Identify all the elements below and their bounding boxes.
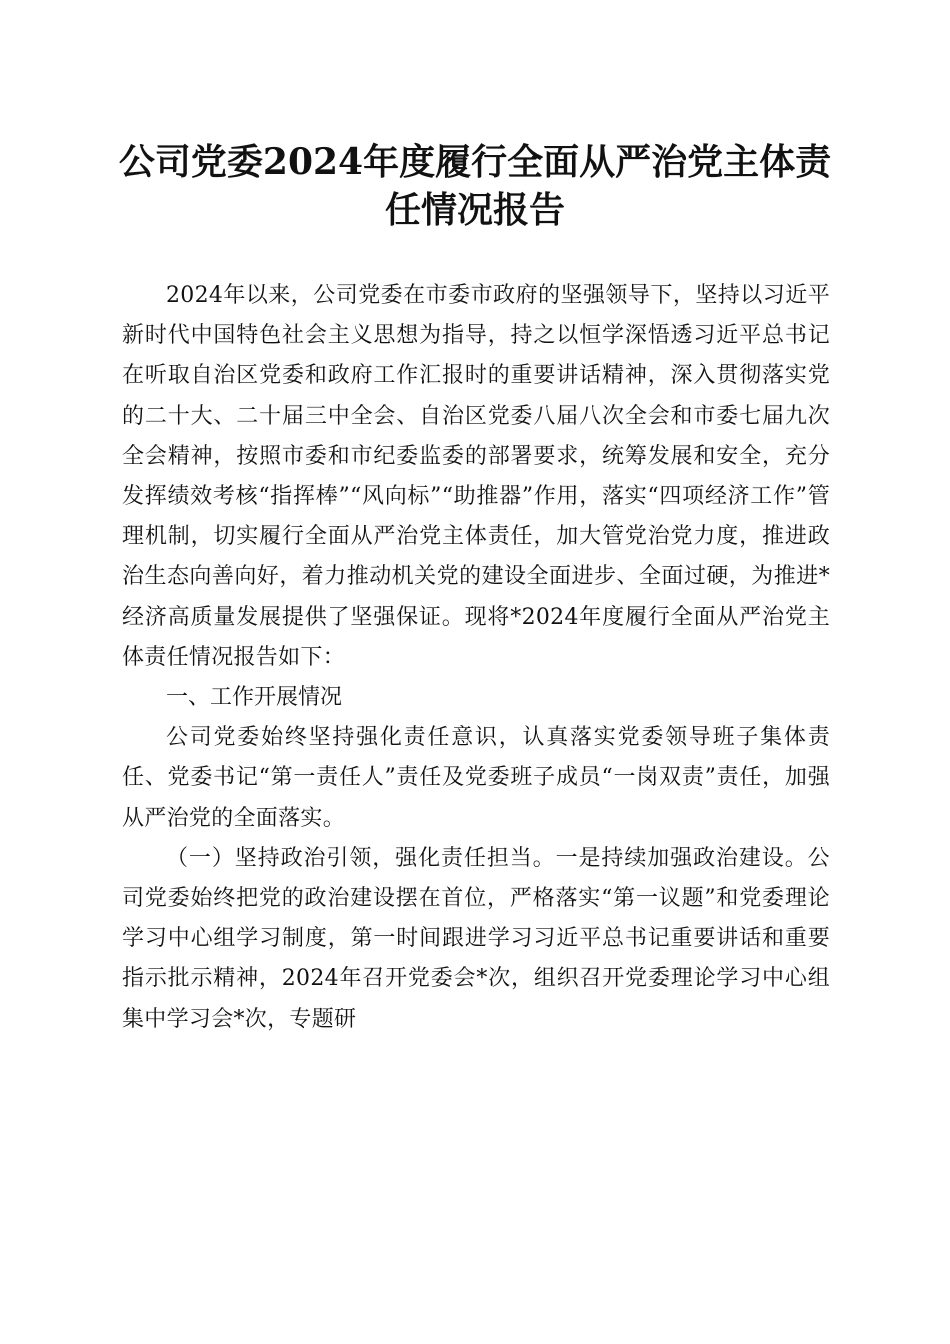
subsection-1-paragraph xyxy=(122,839,830,1040)
intro-paragraph: 2024年以来，公司党委在市委市政府的坚强领导下，坚持以习近平新时代中国特色社会主义思想为指导，持之以恒学深悟透习近平总书记在听取自治区党委和政府工作汇报时的重要讲话精神，深入贯彻落实党的二十大、二十届三中全会、自治区党委八届八次全会和市委七届九次全会精神，按照市委和市纪委监委的部署要求，统筹发展和安全，充分发挥绩效考核“指挥棒”“风向标”“助推器”作用，落实“四项经济工作”管理机制，切实履行全面从严治党主体责任，加大管党治党力度，推进政治生态向善向好，着力推动机关党的建设全面进步、全面过硬，为推进*经济高质量发展提供了坚强保证。现将*2024年度履行全面从严治党主体责任情况报告如下： xyxy=(122,283,830,670)
subsection-1-text: 一是持续加强政治建设。公司党委始终把党的政治建设摆在首位，严格落实“第一议题”和党委理论学习中心组学习制度，第一时间跟进学习习近平总书记重要讲话和重要指示批示精神，2024年召开党委会*次，组织召开党委理论学习中心组集中学习会*次，专题研 xyxy=(122,845,830,1032)
document-title: 公司党委2024年度履行全面从严治党主体责任情况报告 xyxy=(118,141,832,231)
subsection-1-lead: （一）坚持政治引领，强化责任担当。 xyxy=(166,845,556,871)
section-1-paragraph: 公司党委始终坚持强化责任意识，认真落实党委领导班子集体责任、党委书记“第一责任人”责任及党委班子成员“一岗双责”责任，加强从严治党的全面落实。 xyxy=(122,725,830,831)
document-body xyxy=(122,276,830,1040)
section-heading-1: 一、工作开展情况 xyxy=(166,685,343,711)
